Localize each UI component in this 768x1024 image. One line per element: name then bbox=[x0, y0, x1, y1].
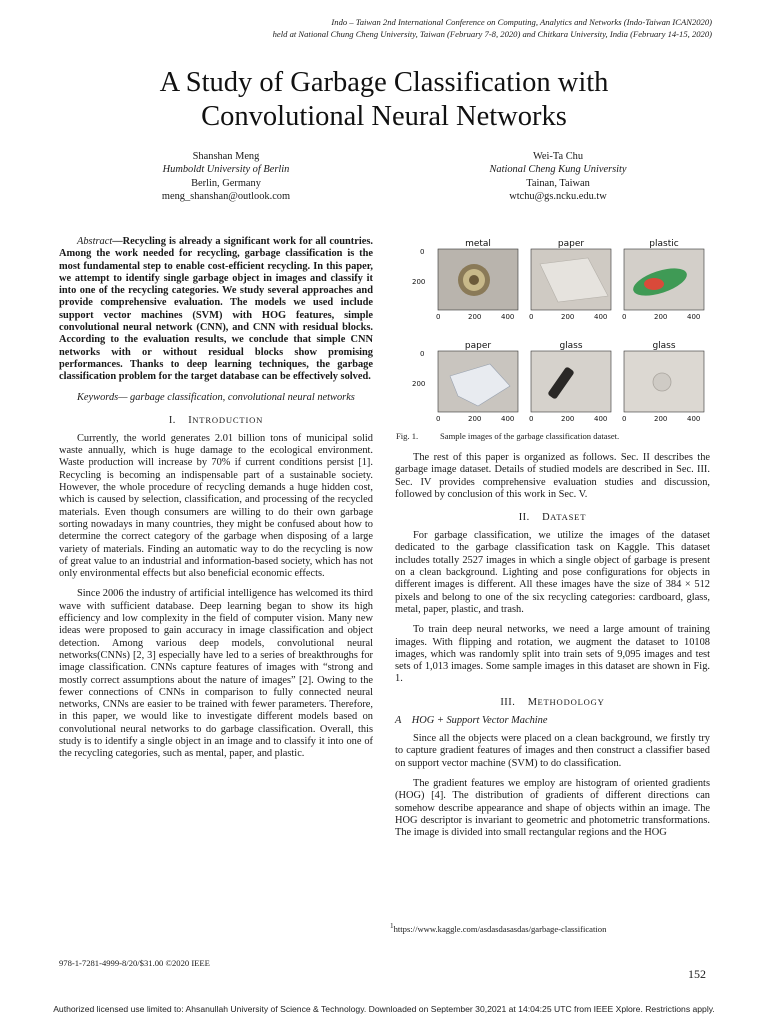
subsection-heading-hog-svm bbox=[395, 715, 710, 727]
section-heading-introduction bbox=[59, 414, 373, 427]
author-email[interactable]: meng_shanshan@outlook.com bbox=[161, 190, 291, 202]
dataset-paragraph-2: To train deep neural networks, we need a large amount of training images. With flipping and rotation, we augment the dataset to 10108 images, which was randomly split into train sets of 9,095 images and test sets of 1,013 images. Some sample images in this dataset are shown in Fig. 1. bbox=[395, 624, 710, 685]
paper-title bbox=[60, 66, 708, 134]
figure-panel-plastic bbox=[624, 239, 704, 310]
title-line2: Convolutional Neural Networks bbox=[201, 101, 567, 132]
x-tick: 400 bbox=[687, 415, 701, 423]
author-location: Tainan, Taiwan bbox=[526, 177, 590, 189]
author-location: Berlin, Germany bbox=[191, 177, 261, 189]
footnote-mark: 1 bbox=[390, 922, 394, 930]
x-tick: 200 bbox=[561, 415, 575, 423]
author-email[interactable]: wtchu@gs.ncku.edu.tw bbox=[509, 190, 607, 202]
figure-panel-paper-2 bbox=[438, 341, 518, 412]
x-tick: 200 bbox=[654, 313, 668, 321]
author-affiliation: Humboldt University of Berlin bbox=[162, 164, 290, 176]
x-tick: 200 bbox=[468, 415, 482, 423]
panel-title: glass bbox=[559, 341, 583, 351]
section-title-rest: ETHODOLOGY bbox=[537, 696, 605, 707]
x-tick: 200 bbox=[561, 313, 575, 321]
author-affiliation: National Cheng Kung University bbox=[489, 164, 627, 176]
x-tick: 400 bbox=[687, 313, 701, 321]
keywords bbox=[59, 392, 373, 404]
y-tick: 0 bbox=[420, 248, 425, 256]
keywords-label: Keywords bbox=[77, 391, 119, 403]
subsection-letter: A bbox=[395, 714, 402, 726]
left-column bbox=[59, 236, 373, 769]
x-tick: 0 bbox=[436, 313, 441, 321]
figure-panel-paper bbox=[531, 239, 611, 310]
x-tick: 400 bbox=[501, 415, 515, 423]
author-block-1 bbox=[106, 150, 346, 203]
section-title-initial: M bbox=[527, 696, 538, 708]
keywords-text: — garbage classification, convolutional neural networks bbox=[118, 391, 355, 403]
abstract bbox=[59, 236, 373, 384]
figure-caption-text: Sample images of the garbage classification dataset. bbox=[440, 431, 620, 441]
conference-header-line2: held at National Chung Cheng University, Taiwan (February 7-8, 2020) and Chitkara University, India (February 14-15, 2020) bbox=[272, 29, 712, 39]
section-title-rest: NTRODUCTION bbox=[192, 414, 264, 425]
figure-panel-glass bbox=[531, 341, 611, 412]
license-banner: Authorized licensed use limited to: Ahsanullah University of Science & Technology. Downloaded on September 30,2021 at 14:04:25 UTC from IEEE Xplore. Restrictions apply. bbox=[53, 1004, 715, 1014]
panel-title: glass bbox=[652, 341, 676, 351]
dataset-paragraph-1: For garbage classification, we utilize the images of the dataset dedicated to the garbage classification task on Kaggle. This dataset includes totally 2527 images in which a single object of garbage is present on a clean background. Lighting and pose configurations for objects in different images is different. All these images have the size of 384 × 512 pixels and belong to one of the six recycling categories: cardboard, glass, metal, paper, plastic, and trash. bbox=[395, 530, 710, 615]
conference-header-line1: Indo – Taiwan 2nd International Conference on Computing, Analytics and Networks (Indo-Taiwan ICAN2020) bbox=[331, 17, 712, 27]
panel-title: paper bbox=[464, 341, 492, 351]
y-tick: 200 bbox=[412, 380, 426, 388]
x-tick: 0 bbox=[436, 415, 441, 423]
x-tick: 200 bbox=[468, 313, 482, 321]
subsection-title: HOG + Support Vector Machine bbox=[411, 714, 548, 726]
organization-paragraph: The rest of this paper is organized as follows. Sec. II describes the garbage image dataset. Details of studied models are described in Sec. III. Sec. IV provides comprehensive evaluation studies and discussion, followed by conclusion of this work in Sec. V. bbox=[395, 452, 710, 500]
author-name: Shanshan Meng bbox=[192, 151, 260, 162]
method-paragraph-1: Since all the objects were placed on a clean background, we firstly try to capture gradient features of images and then construct a classifier based on support vector machine (SVM) to do classification. bbox=[395, 733, 710, 769]
section-number: III. bbox=[500, 696, 516, 708]
intro-paragraph-1: Currently, the world generates 2.01 billion tons of municipal solid waste annually, which is huge damage to the ecological environment. Waste production will increase by 70% if current conditions persist [1]. Recycling is becoming an indispensable part of a sustainable society. However, the whole procedure of recycling demands a huge hidden cost, which is caused by selection, classification, and processing of the recycled materials. Even though consumers are willing to do their own garbage sorting nowadays in many countries, they might be confused about how to determine the correct category of the garbage when disposing of a large variety of materials. Finding an automatic way to do the recycling is now of great value to an industrial and information-based society, which has not only environmental effects but also beneficial economic effects. bbox=[59, 432, 373, 580]
figure-grid bbox=[398, 236, 716, 432]
panel-title: plastic bbox=[649, 239, 679, 249]
footnote-link[interactable]: https://www.kaggle.com/asdasdasasdas/garbage-classification bbox=[393, 923, 607, 934]
x-tick: 0 bbox=[529, 415, 534, 423]
x-tick: 0 bbox=[529, 313, 534, 321]
x-tick: 400 bbox=[501, 313, 515, 321]
isbn-line: 978-1-7281-4999-8/20/$31.00 ©2020 IEEE bbox=[59, 958, 210, 968]
method-paragraph-2: The gradient features we employ are histogram of oriented gradients (HOG) [4]. The distribution of gradients of different directions can somehow describe appearance and shape of objects within an image. The HOG descriptor is invariant to geometric and photometric transformations. The image is divided into small rectangular regions and the HOG bbox=[395, 777, 710, 839]
section-number: I. bbox=[168, 414, 176, 426]
right-column bbox=[395, 452, 710, 847]
y-tick: 0 bbox=[420, 350, 425, 358]
section-heading-methodology bbox=[395, 696, 710, 709]
figure-caption-number: Fig. 1. bbox=[396, 431, 419, 441]
x-tick: 0 bbox=[622, 313, 627, 321]
section-title-rest: ATASET bbox=[550, 512, 587, 523]
figure-panel-glass-2 bbox=[624, 341, 704, 412]
x-tick: 200 bbox=[654, 415, 668, 423]
figure-1 bbox=[398, 236, 716, 432]
x-tick: 400 bbox=[594, 415, 608, 423]
y-tick: 200 bbox=[412, 278, 426, 286]
x-tick: 400 bbox=[594, 313, 608, 321]
abstract-label: Abstract bbox=[77, 236, 113, 247]
author-block-2 bbox=[438, 150, 678, 203]
figure-caption bbox=[396, 431, 716, 441]
section-title-initial: I bbox=[188, 414, 193, 426]
author-name: Wei-Ta Chu bbox=[532, 151, 584, 162]
intro-paragraph-2: Since 2006 the industry of artificial intelligence has welcomed its third wave with sufficient database. Deep learning began to show its high efficiency and low complexity in the field of computer vision. Many new ideas were proposed to gain accuracy in image classification and object detection. Among various deep models, convolutional neural networks(CNNs) [2, 3] especially have led to a series of breakthroughs for image classification. CNNs capture features of images with “strong and mostly correct assumptions about the nature of images” [2]. Owing to the fewer connections of CNNs in comparison to fully connected neural networks, CNNs are easier to be trained with fewer parameters. Therefore, in this paper, we would like to investigate different models based on convolutional neural networks to do garbage classification. Overall, this study is to identify a single object in an image and to classify it into one of the recycling categories, such as mental, paper, and plastic. bbox=[59, 588, 373, 760]
page-number: 152 bbox=[688, 967, 706, 981]
x-tick: 0 bbox=[622, 415, 627, 423]
panel-title: metal bbox=[465, 239, 491, 249]
title-line1: A Study of Garbage Classification with bbox=[159, 67, 609, 98]
figure-panel-metal bbox=[438, 239, 518, 310]
section-number: II. bbox=[518, 512, 530, 524]
panel-title: paper bbox=[557, 239, 585, 249]
abstract-text: —Recycling is already a significant work for all countries. Among the work needed for recycling, garbage classification is the most fundamental step to enable cost-efficient recycling. In this paper, we attempt to identify single garbage object in images and classify it into one of the recycling categories. We study several approaches and provide comprehensive evaluation. The models we used include support vector machines (SVM) with HOG features, simple convolutional neural network (CNN), and CNN with residual blocks. According to the evaluation results, we conclude that simple CNN networks with or without residual blocks show promising performances. Thanks to deep learning techniques, the garbage classification problem for the target database can be effectively solved. bbox=[59, 236, 373, 383]
section-heading-dataset bbox=[395, 511, 710, 524]
footnote bbox=[390, 922, 720, 934]
section-title-initial: D bbox=[542, 512, 551, 524]
